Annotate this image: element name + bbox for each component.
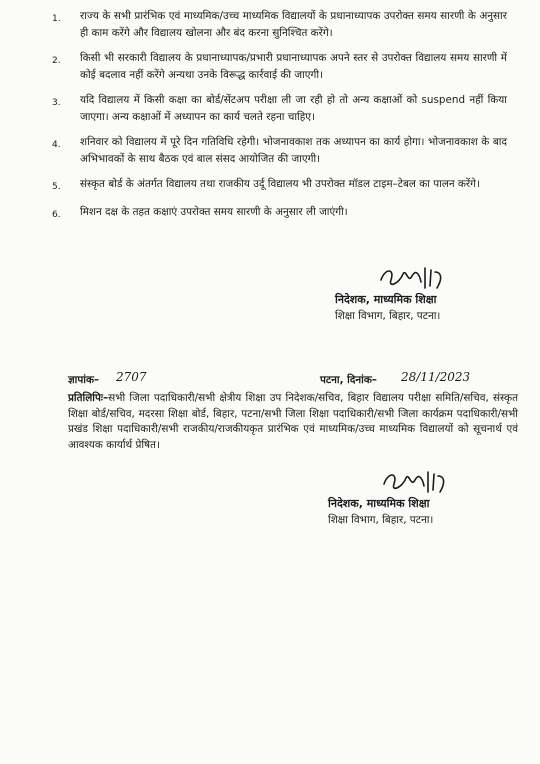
item-number: 4.: [52, 140, 61, 150]
signature-block: [335, 262, 455, 324]
item-text: राज्य के सभी प्रारंभिक एवं माध्यमिक/उच्च माध्यमिक विद्यालयों के प्रधानाध्यापक उपरोक्त समय सारणी के अनुसार ही काम करेंगे और विद्यालय खोलना और बंद करना सुनिश्चित करेंगे।: [80, 10, 507, 39]
memo-header: [68, 370, 518, 390]
item-number: 5.: [52, 182, 61, 192]
item-text: मिशन दक्ष के तहत कक्षाएं उपरोक्त समय सारणी के अनुसार ली जाएंगी।: [80, 206, 348, 218]
memo-section: [68, 370, 518, 453]
item-number: 1.: [52, 14, 61, 24]
item-number: 3.: [52, 98, 61, 108]
memo-date: 28/11/2023: [401, 370, 471, 384]
item-text: शनिवार को विद्यालय में पूरे दिन गतिविधि रहेगी। भोजनावकाश तक अध्यापन का कार्य होगा। भोजनावकाश के बाद अभिभावकों के साथ बैठक एवं बाल संसद आयोजित की जाएगी।: [80, 136, 507, 165]
copy-label: प्रतिलिपिः–: [68, 392, 109, 404]
instruction-list: [52, 8, 507, 232]
list-item: [52, 204, 507, 224]
signatory-title: निदेशक, माध्यमिक शिक्षा: [335, 293, 437, 306]
signatory-title: निदेशक, माध्यमिक शिक्षा: [328, 497, 430, 510]
item-number: 6.: [52, 210, 61, 220]
memo-number: 2707: [116, 370, 147, 384]
signatory-office: शिक्षा विभाग, बिहार, पटना।: [335, 310, 441, 322]
signature-block: [328, 466, 458, 528]
list-item: [52, 92, 507, 126]
item-number: 2.: [52, 56, 61, 66]
signatory-office: शिक्षा विभाग, बिहार, पटना।: [328, 514, 434, 526]
list-item: [52, 134, 507, 168]
list-item: [52, 176, 507, 196]
item-text: किसी भी सरकारी विद्यालय के प्रधानाध्यापक/प्रभारी प्रधानाध्यापक अपने स्तर से उपरोक्त विद्यालय समय सारणी में कोई बदलाव नहीं करेंगे अन्यथा उनके विरूद्ध कार्रवाई की जाएगी।: [80, 52, 507, 81]
list-item: [52, 50, 507, 84]
handwritten-signature: [375, 262, 455, 292]
item-text: संस्कृत बोर्ड के अंतर्गत विद्यालय तथा राजकीय उर्दू विद्यालय भी उपरोक्त मॉडल टाइम–टेबल का पालन करेंगे।: [80, 178, 480, 190]
copy-recipients: सभी जिला पदाधिकारी/सभी क्षेत्रीय शिक्षा उप निदेशक/सचिव, बिहार विद्यालय परीक्षा समिति/सचिव, संस्कृत शिक्षा बोर्ड/सचिव, मदरसा शिक्षा बोर्ड, बिहार, पटना/सभी जिला शिक्षा पदाधिकारी/सभी जिला कार्यक्रम पदाधिकारी/सभी प्रखंड शिक्षा पदाधिकारी/सभी राजकीय/राजकीयकृत प्रारंभिक एवं माध्यमिक/उच्च माध्यमिक विद्यालयों को सूचनार्थ एवं आवश्यक कार्यार्थ प्रेषित।: [68, 392, 518, 451]
place-date-label: पटना, दिनांक–: [320, 374, 378, 386]
item-text: यदि विद्यालय में किसी कक्षा का बोर्ड/सेंटअप परीक्षा ली जा रही हो तो अन्य कक्षाओं को suspend नहीं किया जाएगा। अन्य कक्षाओं में अध्यापन का कार्य चलते रहना चाहिए।: [80, 94, 507, 123]
copy-to-text: [68, 391, 518, 453]
list-item: [52, 8, 507, 42]
memo-number-label: ज्ञापांक–: [68, 374, 100, 386]
handwritten-signature: [378, 466, 458, 496]
